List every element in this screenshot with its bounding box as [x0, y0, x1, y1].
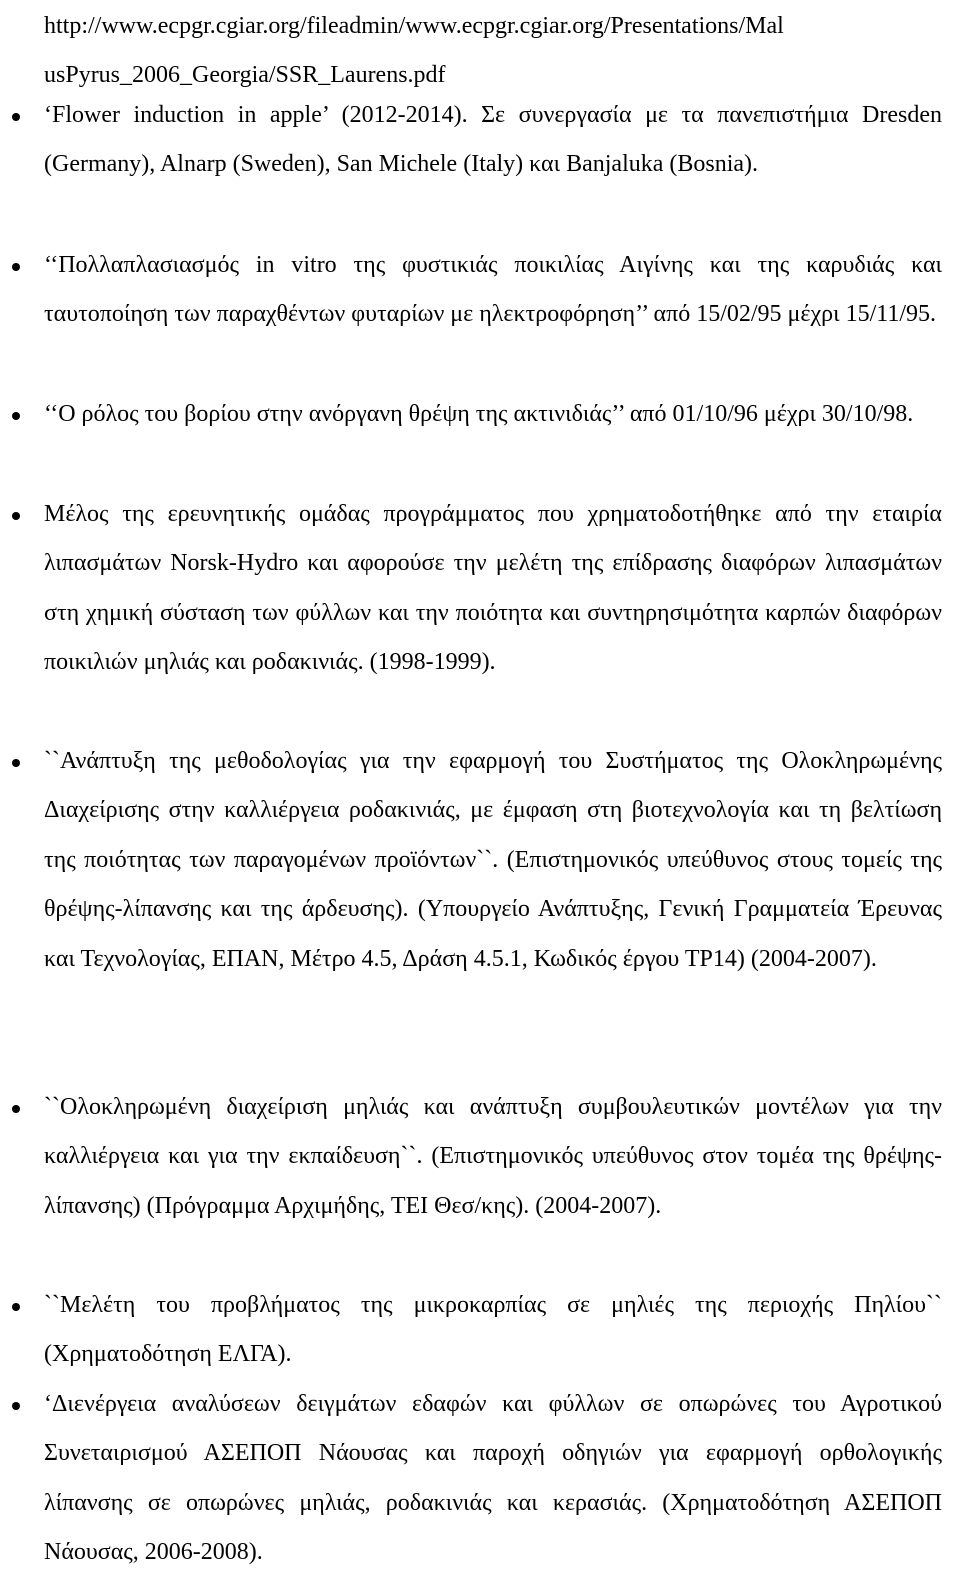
bullet-icon: [12, 263, 20, 271]
list-item-text: ``Μελέτη του προβλήματος της μικροκαρπίας σε μηλιές της περιοχής Πηλίου`` (Χρηματοδότηση ΕΛΓΑ).: [44, 1292, 942, 1368]
list-item-text: Μέλος της ερευνητικής ομάδας προγράμματος που χρηματοδοτήθηκε από την εταιρία λιπασμάτων Norsk-Hydro και αφορούσε την μελέτη της επίδρασης διαφόρων λιπασμάτων στη χημική σύσταση των φύλλων και την ποιότητα και συντηρησιμότητα καρπών διαφόρων ποικιλιών μηλιάς και ροδακινιάς. (1998-1999).: [44, 501, 942, 676]
bullet-icon: [12, 512, 20, 520]
url-line: usPyrus_2006_Georgia/SSR_Laurens.pdf: [44, 62, 446, 88]
list-item-text: ``Ολοκληρωμένη διαχείριση μηλιάς και ανάπτυξη συμβουλευτικών μοντέλων για την καλλιέργεια και για την εκπαίδευση``. (Επιστημονικός υπεύθυνος στον τομέα της θρέψης-λίπανσης) (Πρόγραμμα Αρχιμήδης, ΤΕΙ Θεσ/κης). (2004-2007).: [44, 1094, 942, 1219]
bullet-icon: [12, 113, 20, 121]
list-item-text: ``Ανάπτυξη της μεθοδολογίας για την εφαρμογή του Συστήματος της Ολοκληρωμένης Διαχείρισης στην καλλιέργεια ροδακινιάς, με έμφαση στη βιοτεχνολογία και τη βελτίωση της ποιότητας των παραγομένων προϊόντων``. (Επιστημονικός υπεύθυνος στους τομείς της θρέψης-λίπανσης και της άρδευσης). (Υπουργείο Ανάπτυξης, Γενική Γραμματεία Έρευνας και Τεχνολογίας, ΕΠΑΝ, Μέτρο 4.5, Δράση 4.5.1, Κωδικός έργου ΤΡ14) (2004-2007).: [44, 748, 942, 972]
bullet-icon: [12, 1303, 20, 1311]
list-item-text: ‘Διενέργεια αναλύσεων δειγμάτων εδαφών και φύλλων σε οπωρώνες του Αγροτικού Συνεταιρισμού ΑΣΕΠΟΠ Νάουσας και παροχή οδηγιών για εφαρμογή ορθολογικής λίπανσης σε οπωρώνες μηλιάς, ροδακινιάς και κερασιάς. (Χρηματοδότηση ΑΣΕΠΟΠ Νάουσας, 2006-2008).: [44, 1391, 942, 1566]
list-item-text: ‘‘Πολλαπλασιασμός in vitro της φυστικιάς ποικιλίας Αιγίνης και της καρυδιάς και ταυτοποίηση των παραχθέντων φυταρίων με ηλεκτροφόρηση’’ από 15/02/95 μέχρι 15/11/95.: [44, 252, 942, 328]
bullet-icon: [12, 1105, 20, 1113]
bullet-icon: [12, 1402, 20, 1410]
reference-url: [44, 2, 944, 100]
bullet-icon: [12, 412, 20, 420]
list-item-text: ‘‘Ο ρόλος του βορίου στην ανόργανη θρέψη της ακτινιδιάς’’ από 01/10/96 μέχρι 30/10/98.: [44, 401, 914, 427]
bullet-icon: [12, 759, 20, 767]
list-item-text: ‘Flower induction in apple’ (2012-2014). Σε συνεργασία με τα πανεπιστήμια Dresden (Germany), Alnarp (Sweden), San Michele (Italy) και Banjaluka (Bosnia).: [44, 102, 942, 178]
url-line: http://www.ecpgr.cgiar.org/fileadmin/www.ecpgr.cgiar.org/Presentations/Mal: [44, 13, 784, 39]
